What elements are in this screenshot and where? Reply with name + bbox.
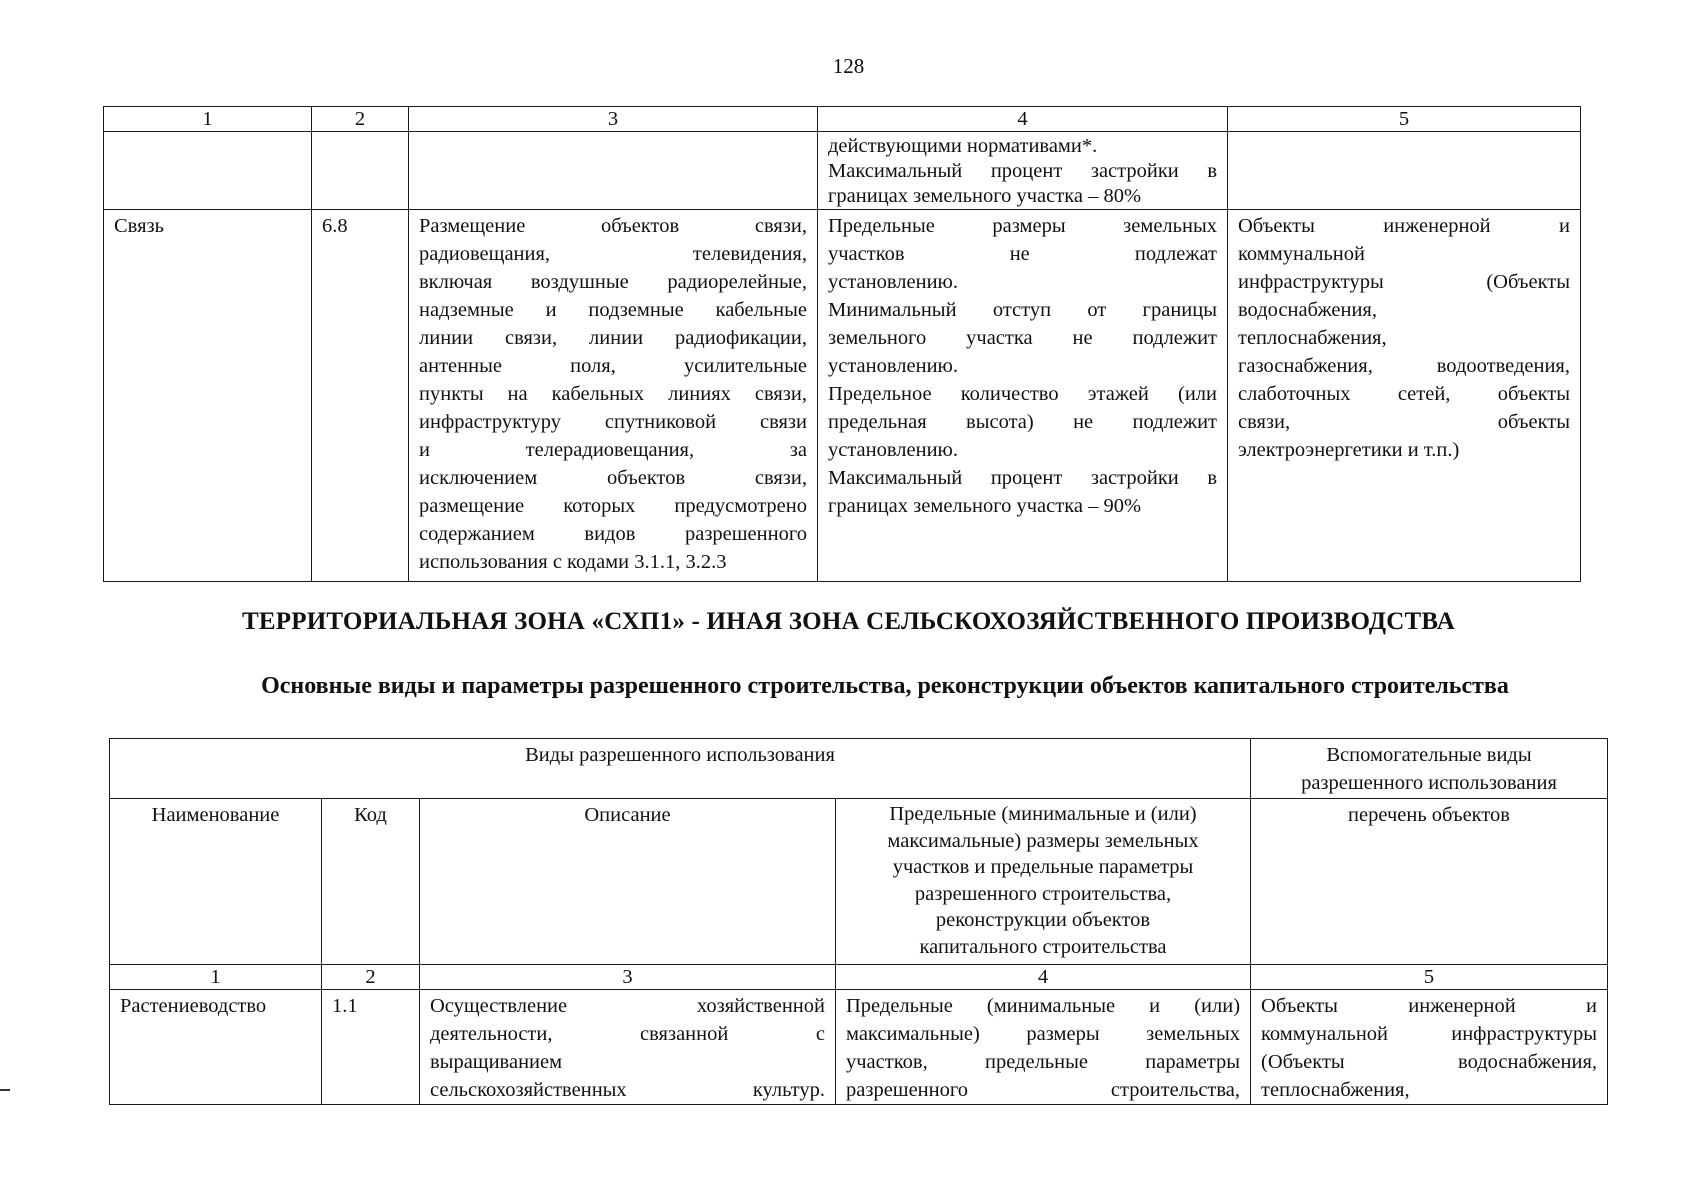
text-line: границах земельного участка – 80% — [828, 185, 1142, 207]
text-line: и телерадиовещания, за — [419, 439, 807, 461]
col-number: 5 — [1251, 965, 1608, 990]
text-line: инфраструктуры (Объекты — [1238, 271, 1570, 293]
text-line: коммунальной — [1238, 243, 1365, 265]
text-line: установлению. — [828, 355, 958, 377]
text-line: деятельности, связанной с — [430, 1023, 825, 1045]
text-line: Вспомогательные виды — [1326, 744, 1532, 766]
cell-aux — [1228, 210, 1581, 582]
text-line: капитального строительства — [919, 935, 1167, 958]
table-row — [110, 990, 1608, 1105]
col-header-params — [836, 799, 1251, 965]
text-line: Максимальный процент застройки в — [828, 160, 1217, 182]
col-number: 1 — [110, 965, 322, 990]
text-line: пункты на кабельных линиях связи, — [419, 383, 807, 405]
text-line: реконструкции объектов — [935, 909, 1151, 931]
text-line: максимальные) размеры земельных — [887, 829, 1199, 852]
table-continuation — [103, 106, 1581, 582]
text-line: участков, предельные параметры — [846, 1051, 1241, 1073]
col-header-code: Код — [322, 799, 420, 965]
text-line: использования с кодами 3.1.1, 3.2.3 — [419, 551, 727, 573]
text-line: газоснабжения, водоотведения, — [1238, 355, 1570, 377]
cell-params — [818, 132, 1228, 210]
cell-name: Связь — [104, 210, 312, 582]
text-line: сельскохозяйственных культур. — [430, 1079, 825, 1101]
table-column-header-row — [110, 799, 1608, 965]
col-number: 1 — [104, 107, 312, 132]
col-number: 2 — [322, 965, 420, 990]
text-line: предельная высота) не подлежит — [828, 411, 1217, 433]
text-line: содержанием видов разрешенного — [419, 523, 807, 545]
text-line: Предельные (минимальные и (или) — [846, 995, 1241, 1017]
col-number: 3 — [420, 965, 836, 990]
text-line: Максимальный процент застройки в — [828, 467, 1217, 489]
cell-code: 6.8 — [312, 210, 409, 582]
text-line: Минимальный отступ от границы — [828, 299, 1217, 321]
text-line: Осуществление хозяйственной — [430, 995, 825, 1017]
cell-code — [312, 132, 409, 210]
col-number: 2 — [312, 107, 409, 132]
text-line: радиовещания, телевидения, — [419, 243, 807, 265]
col-header-aux: перечень объектов — [1251, 799, 1608, 965]
table-row — [104, 132, 1581, 210]
text-line: надземные и подземные кабельные — [419, 299, 807, 321]
text-line: размещение которых предусмотрено — [419, 495, 807, 517]
text-line: Предельные (минимальные и (или) — [889, 803, 1197, 825]
text-line: исключением объектов связи, — [419, 467, 807, 489]
cell-code: 1.1 — [322, 990, 420, 1105]
col-header-name: Наименование — [110, 799, 322, 965]
text-line: разрешенного строительства, — [846, 1079, 1241, 1101]
col-header-description: Описание — [420, 799, 836, 965]
text-line: земельного участка не подлежит — [828, 327, 1217, 349]
cell-params — [818, 210, 1228, 582]
col-number: 4 — [836, 965, 1251, 990]
table-row — [104, 210, 1581, 582]
table-header-row — [104, 107, 1581, 132]
group-header-aux — [1251, 739, 1608, 799]
text-line: Предельные размеры земельных — [828, 215, 1217, 237]
text-line: теплоснабжения, — [1238, 327, 1387, 349]
text-line: слаботочных сетей, объекты — [1238, 383, 1570, 405]
col-number: 5 — [1228, 107, 1581, 132]
margin-mark — [0, 1089, 10, 1091]
text-line: участков не подлежат — [828, 243, 1217, 265]
text-line: включая воздушные радиорелейные, — [419, 271, 807, 293]
cell-name: Растениеводство — [110, 990, 322, 1105]
text-line: теплоснабжения, — [1261, 1079, 1410, 1101]
text-line: Предельное количество этажей (или — [828, 383, 1217, 405]
table-number-row — [110, 965, 1608, 990]
cell-params — [836, 990, 1251, 1105]
text-line: установлению. — [828, 271, 958, 293]
page-number: 128 — [832, 54, 865, 78]
text-line: коммунальной инфраструктуры — [1261, 1023, 1598, 1045]
text-line: электроэнергетики и т.п.) — [1238, 439, 1460, 461]
text-line: разрешенного использования — [1301, 772, 1557, 794]
text-line: линии связи, линии радиофикации, — [419, 327, 807, 349]
text-line: водоснабжения, — [1238, 299, 1377, 321]
table-group-header-row — [110, 739, 1608, 799]
cell-description — [409, 210, 818, 582]
text-line: участков и предельные параметры — [892, 856, 1194, 878]
text-line: разрешенного строительства, — [914, 882, 1172, 905]
text-line: Объекты инженерной и — [1261, 995, 1598, 1017]
text-line: связи, объекты — [1238, 411, 1570, 433]
text-line: действующими нормативами*. — [828, 135, 1098, 157]
cell-name — [104, 132, 312, 210]
group-header-main: Виды разрешенного использования — [110, 739, 1251, 799]
section-title: Основные виды и параметры разрешенного строительства, реконструкции объектов капитального строительства — [261, 673, 1509, 699]
text-line: инфраструктуру спутниковой связи — [419, 411, 807, 433]
text-line: Объекты инженерной и — [1238, 215, 1570, 237]
cell-description — [409, 132, 818, 210]
text-line: выращиванием — [430, 1051, 563, 1073]
text-line: (Объекты водоснабжения, — [1261, 1051, 1598, 1073]
col-number: 3 — [409, 107, 818, 132]
text-line: максимальные) размеры земельных — [846, 1023, 1241, 1045]
cell-description — [420, 990, 836, 1105]
text-line: антенные поля, усилительные — [419, 355, 807, 377]
table-zone-schp1 — [109, 738, 1608, 1105]
text-line: Размещение объектов связи, — [419, 215, 807, 237]
cell-aux — [1251, 990, 1608, 1105]
zone-title: ТЕРРИТОРИАЛЬНАЯ ЗОНА «СХП1» - ИНАЯ ЗОНА СЕЛЬСКОХОЗЯЙСТВЕННОГО ПРОИЗВОДСТВА — [242, 608, 1455, 635]
col-number: 4 — [818, 107, 1228, 132]
text-line: установлению. — [828, 439, 958, 461]
text-line: границах земельного участка – 90% — [828, 495, 1142, 517]
cell-aux — [1228, 132, 1581, 210]
